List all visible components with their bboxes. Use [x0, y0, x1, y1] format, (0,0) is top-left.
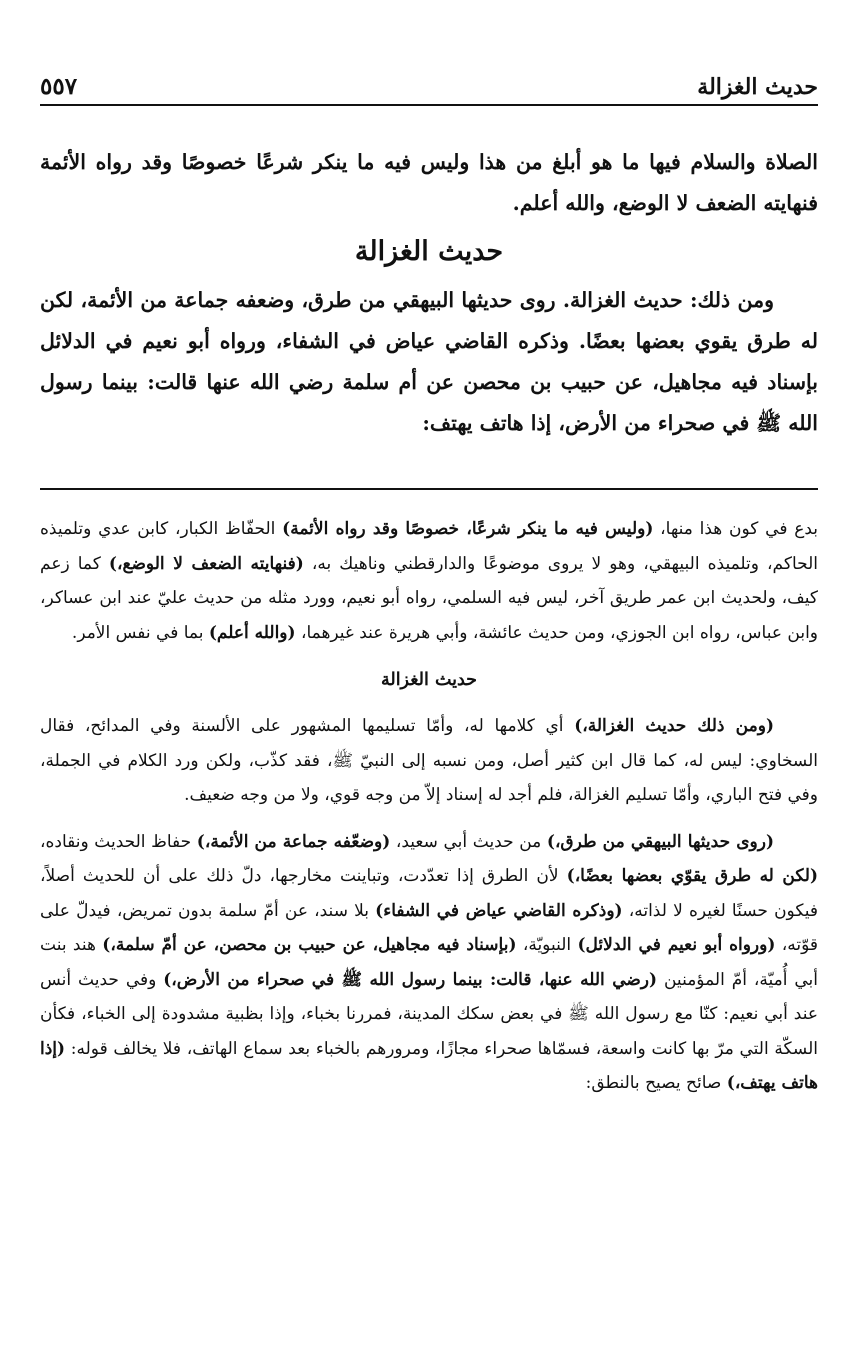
commentary-text: هند بنت أبي أُميّة، أمّ المؤمنين [40, 935, 819, 990]
quoted-matn-text: (ومن ذلك حديث الغزالة،) [574, 716, 774, 736]
quoted-matn-text: (ورواه أبو نعيم في الدلائل) [577, 935, 776, 955]
quoted-matn-text: (إذا هاتف يهتف،) [40, 1038, 818, 1093]
commentary-text: حفاظ الحديث ونقاده، [40, 831, 197, 852]
quoted-matn-text: (فنهايته الضعف لا الوضع،) [108, 553, 304, 574]
commentary-paragraph [40, 709, 818, 813]
quoted-matn-text: (لكن له طرق يقوّي بعضها بعضًا،) [566, 866, 818, 886]
intro-paragraph: الصلاة والسلام فيها ما هو أبلغ من هذا وليس فيه ما ينكر شرعًا خصوصًا وقد رواه الأئمة فنهايته الضعف لا الوضع، والله أعلم. [40, 150, 818, 215]
commentary-text: النبويّة، [516, 935, 578, 955]
quoted-matn-text: (رضي الله عنها، قالت: بينما رسول الله ﷺ في صحراء من الأرض،) [163, 969, 658, 990]
commentary-subtitle: حديث الغزالة [380, 670, 478, 690]
commentary-text: بما في نفس الأمر. [71, 622, 209, 643]
page-header [40, 58, 818, 106]
running-title: حديث الغزالة [697, 74, 818, 100]
commentary-text: الحفّاظ الكبار، كابن عدي وتلميذه الحاكم، وتلميذه البيهقي، وهو لا يروى موضوعًا والدارقطني وناهيك به، [40, 519, 819, 574]
text-divider [40, 488, 818, 490]
commentary-text: من حديث أبي سعيد، [390, 831, 547, 852]
quoted-matn-text: (وليس فيه ما ينكر شرعًا، خصوصًا وقد رواه الأئمة) [282, 519, 654, 539]
quoted-matn-text: (وذكره القاضي عياض في الشفاء) [375, 900, 623, 921]
quoted-matn-text: (روى حديثها البيهقي من طرق،) [546, 831, 774, 852]
page-number: ٥٥٧ [40, 73, 78, 100]
section-paragraph: ومن ذلك: حديث الغزالة. روى حديثها البيهقي من طرق، وضعفه جماعة من الأئمة، لكن له طرق يقوي بعضها بعضًا. وذكره القاضي عياض في الشفاء، ورواه أبو نعيم في الدلائل بإسناد فيه مجاهيل، عن حبيب بن محصن عن أم سلمة رضي الله عنها قالت: بينما رسول الله ﷺ في صحراء من الأرض، إذا هاتف يهتف: [40, 288, 818, 435]
commentary-text: أي كلامها له، وأمّا تسليمها المشهور على الألسنة وفي المدائح، فقال السخاوي: ليس له، كما قال ابن كثير أصل، ومن نسبه إلى النبيّ ﷺ، فقد كذّب، ولكن ورد الكلام في الجملة، وفي فتح الباري، وأمّا تسليم الغزالة، فلم أجد له إسناد إلاّ من وجه قوي، ولا من وجه ضعيف. [40, 716, 818, 805]
quoted-matn-text: (بإسناد فيه مجاهيل، عن حبيب بن محصن، عن أمّ سلمة،) [102, 935, 517, 955]
commentary-text: بدع في كون هذا منها، [653, 519, 819, 539]
commentary-paragraph [40, 825, 818, 1101]
commentary-text: وفي حديث أنس عند أبي نعيم: كنّا مع رسول الله ﷺ في بعض سكك المدينة، فمررنا بخباء، وإذا بظبية مشدودة إلى الخباء، فكأن السكّة التي مرّ بها كانت واسعة، فسمّاها صحراء مجازًا، ومرورهم بالخباء بعد سماع الهاتف، فلا يخالف قوله: [40, 969, 818, 1059]
commentary [40, 512, 818, 1101]
commentary-paragraph [40, 512, 818, 650]
commentary-text: كما زعم كيف، ولحديث ابن عمر طريق آخر، ليس فيه السلمي، رواه أبو نعيم، وورد مثله من حديث عليّ عند ابن عساكر، وابن عباس، رواه ابن الجوزي، ومن حديث عائشة، وأبي هريرة عند غيرهما، [40, 553, 818, 643]
commentary-text: بلا سند، عن أمّ سلمة بدون تمريض، فيدلّ على قوّته، [40, 900, 818, 955]
quoted-matn-text: (والله أعلم) [208, 622, 296, 643]
commentary-text: صائح يصيح بالنطق: [585, 1073, 727, 1093]
main-text [40, 142, 818, 444]
section-title: حديث الغزالة [354, 236, 504, 267]
commentary-text: لأن الطرق إذا تعدّدت، وتباينت مخارجها، دلّ ذلك على أن للحديث أصلاً، فيكون حسنًا لغيره لا لذاته، [40, 866, 818, 921]
paragraph-gap [40, 813, 818, 825]
quoted-matn-text: (وضعّفه جماعة من الأئمة،) [196, 831, 391, 852]
